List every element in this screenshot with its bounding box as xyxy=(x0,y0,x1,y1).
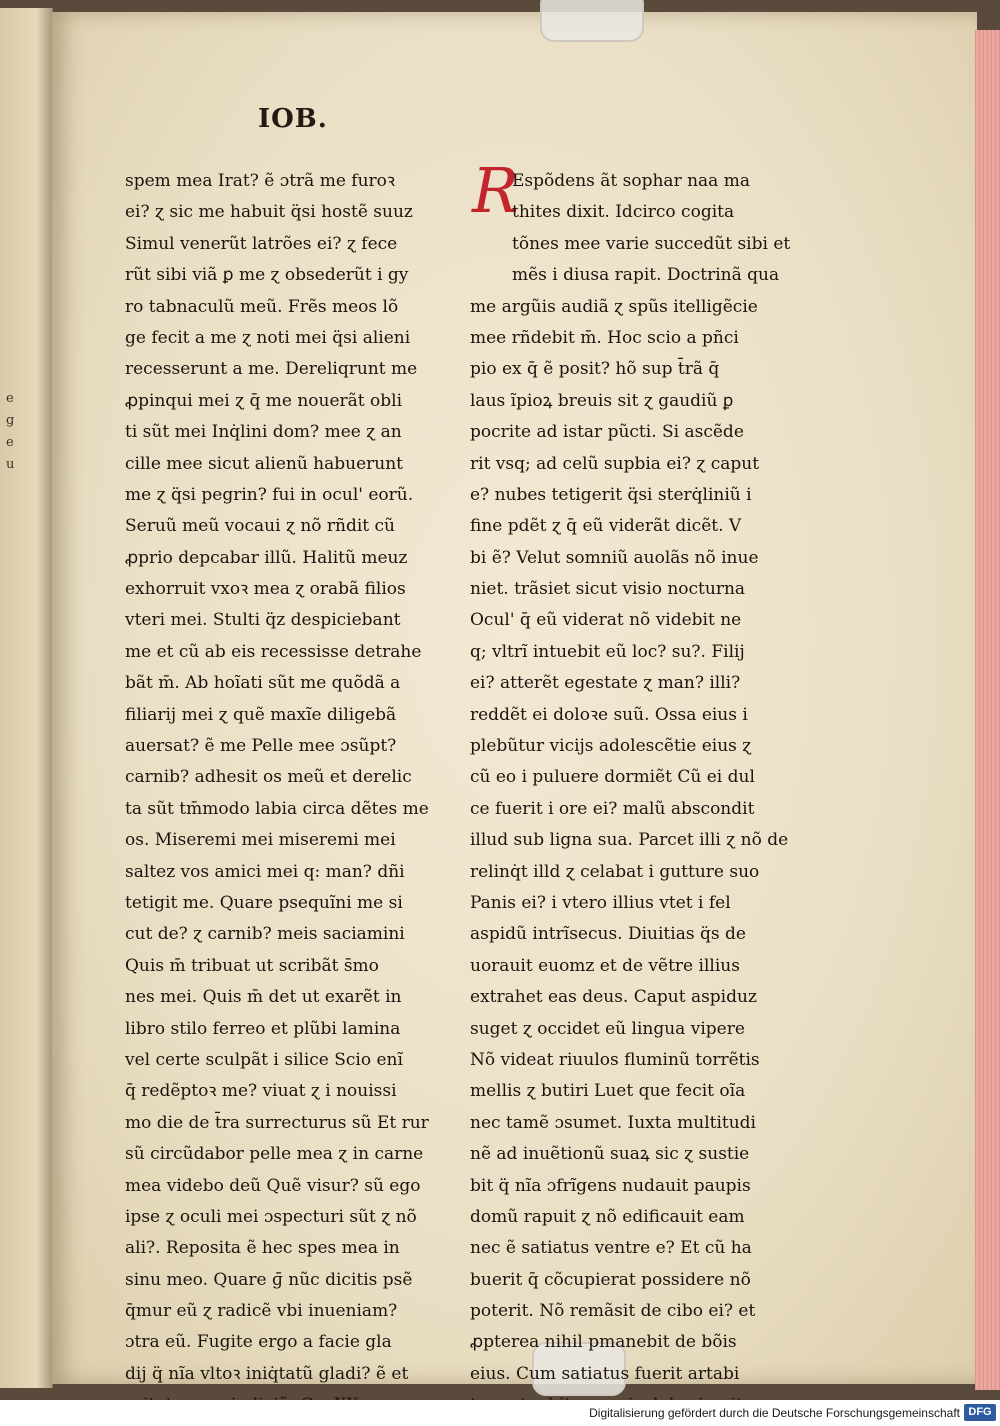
text-line: illud sub ligna sua. Parcet illi ɀ nõ de xyxy=(470,830,789,851)
text-line: Simul venerũt latrões ei? ɀ fece xyxy=(125,233,398,254)
text-line: ce fuerit i ore ei? malũ abscondit xyxy=(470,798,755,819)
text-line: poterit. Nõ remãsit de cibo ei? et xyxy=(470,1301,756,1322)
text-line: cut de? ɀ carnib? meis saciamini xyxy=(125,924,405,945)
text-line: sũ circũdabor pelle mea ɀ in carne xyxy=(125,1144,424,1165)
text-line: exhorruit vxoꝛ mea ɀ orabã filios xyxy=(125,579,406,600)
text-line: ipse ɀ oculi mei ɔspecturi sũt ɀ nõ xyxy=(125,1206,417,1227)
text-line: nec ẽ satiatus ventre e? Et cũ ha xyxy=(470,1238,752,1259)
text-line: fine pdẽt ɀ q̄ eũ viderãt dicẽt. V xyxy=(470,516,742,537)
text-line: reddẽt ei doloꝛe suũ. Ossa eius i xyxy=(470,704,748,725)
text-line: plebũtur vicijs adolescẽtie eius ɀ xyxy=(470,736,752,757)
text-line: dij q̈ nĩa vltoꝛ iniq̇tatũ gladi? ẽ et xyxy=(125,1363,409,1384)
text-line: ali?. Reposita ẽ hec spes mea in xyxy=(125,1238,400,1259)
edge-letter: e xyxy=(6,435,14,450)
text-line: Nõ videat riuulos fluminũ torrẽtis xyxy=(470,1049,760,1070)
text-line: Quis m̄ tribuat ut scribãt s̄mo xyxy=(125,955,379,976)
text-line: domũ rapuit ɀ nõ edificauit eam xyxy=(470,1206,745,1227)
text-line: carnib? adhesit os meũ et derelic xyxy=(125,767,412,788)
text-line: ꝓprio depcabar illũ. Halitũ meuz xyxy=(125,547,408,568)
edge-letter: e xyxy=(6,391,14,406)
footer-bar xyxy=(0,1400,1000,1426)
text-line: vel certe sculpãt i silice Scio enĩ xyxy=(125,1049,403,1070)
edge-letter: u xyxy=(6,457,15,472)
text-line: uorauit euomz et de vẽtre illius xyxy=(470,955,740,976)
text-line: Panis ei? i vtero illius vtet i fel xyxy=(470,892,731,913)
text-line: mellis ɀ butiri Luet que fecit oĩa xyxy=(470,1081,746,1102)
facing-page-letters xyxy=(6,388,18,476)
text-line: spem mea Irat? ẽ ɔtrã me furoꝛ xyxy=(125,171,395,191)
text-line: bi ẽ? Velut somniũ auolãs nõ inue xyxy=(470,547,759,568)
initial-indented-lines xyxy=(470,166,791,292)
text-line: Espõdens ãt sophar naa ma xyxy=(512,171,750,191)
text-line: Ocul' q̄ eũ viderat nõ videbit ne xyxy=(470,610,742,631)
text-line: q; vltrĩ intuebit eũ loc? su?. Filij xyxy=(470,641,745,662)
text-line: ꝓpterea nihil pmanebit de bõis xyxy=(470,1332,737,1353)
text-line: recesserunt a me. Dereliqrunt me xyxy=(125,359,418,380)
text-line: ta sũt tm̄modo labia circa dẽtes me xyxy=(125,798,429,819)
text-line: me argũis audiã ɀ spũs itelligẽcie xyxy=(470,296,758,317)
text-line: laus ĩpioꝝ breuis sit ɀ gaudiũ ꝑ xyxy=(470,390,734,411)
page-clip-top xyxy=(540,0,644,42)
text-line: mẽs i diusa rapit. Doctrinã qua xyxy=(512,265,780,286)
red-page-edges xyxy=(975,30,1000,1390)
text-line: niet. trãsiet sicut visio nocturna xyxy=(470,579,746,600)
text-line: vteri mei. Stulti q̈z despiciebant xyxy=(125,610,401,631)
text-line: mo die de t̄ra surrecturus sũ Et rur xyxy=(125,1112,429,1133)
text-line: nẽ ad inuẽtionũ suaꝝ sic ɀ sustie xyxy=(470,1144,750,1165)
text-line: saltez vos amici mei q: man? dñi xyxy=(125,861,405,882)
footer-credit: Digitalisierung gefördert durch die Deutsche Forschungsgemeinschaft xyxy=(589,1406,960,1420)
left-text-column xyxy=(125,166,429,1422)
text-line: mee rñdebit m̄. Hoc scio a pñci xyxy=(470,327,739,348)
text-line: nec tamẽ ɔsumet. Iuxta multitudi xyxy=(470,1112,756,1133)
text-line: os. Miseremi mei miseremi mei xyxy=(125,830,396,851)
text-line: bit q̈ nĩa ɔfrĩgens nudauit paupis xyxy=(470,1175,751,1196)
text-line: extrahet eas deus. Caput aspiduz xyxy=(470,987,757,1008)
rubricated-initial: R xyxy=(472,154,519,227)
text-line: pio ex q̄ ẽ posit? hõ sup t̄rã q̄ xyxy=(470,359,720,380)
text-line: me ɀ q̈si pegrin? fui in ocul' eorũ. xyxy=(125,484,414,505)
text-line: thites dixit. Idcirco cogita xyxy=(512,202,735,223)
text-line: rit vsq; ad celũ supbia ei? ɀ caput xyxy=(470,453,760,474)
text-line: tõnes mee varie succedũt sibi et xyxy=(512,233,791,254)
text-line: bãt m̄. Ab hoĩati sũt me quõdã a xyxy=(125,673,401,694)
text-line: tetigit me. Quare psequĩni me si xyxy=(125,892,403,913)
text-line: q̄ redẽptoꝛ me? viuat ɀ i nouissi xyxy=(125,1081,397,1102)
text-line: mea videbo deũ Quẽ visur? sũ ego xyxy=(125,1175,421,1196)
text-line: filiarij mei ɀ quẽ maxĩe diligebã xyxy=(125,704,397,725)
text-line: ti sũt mei Inq̇lini dom? mee ɀ an xyxy=(125,422,402,443)
running-head: IOB. xyxy=(258,104,328,134)
text-line: ei? ɀ sic me habuit q̈si hostẽ suuz xyxy=(125,202,413,223)
edge-letter: g xyxy=(6,413,15,428)
text-line: me et cũ ab eis recessisse detrahe xyxy=(125,641,422,662)
text-line: auersat? ẽ me Pelle mee ɔsũpt? xyxy=(125,736,397,757)
text-line: e? nubes tetigerit q̈si sterq̇liniũ i xyxy=(470,484,752,505)
text-line: ei? atterẽt egestate ɀ man? illi? xyxy=(470,673,741,694)
text-line: cũ eo i puluere dormiẽt Cũ ei dul xyxy=(470,767,755,788)
text-line: relinq̇t illd ɀ celabat i gutture suo xyxy=(470,861,760,882)
text-line: q̄mur eũ ɀ radicẽ vbi inueniam? xyxy=(125,1301,398,1322)
text-line: rũt sibi viã ꝑ me ɀ obsederũt i gy xyxy=(125,265,409,286)
text-line: cille mee sicut alienũ habuerunt xyxy=(125,453,404,474)
text-line: ꝓpinqui mei ɀ q̄ me nouerãt obli xyxy=(125,390,403,411)
text-line: ge fecit a me ɀ noti mei q̈si alieni xyxy=(125,327,411,348)
text-line: suget ɀ occidet eũ lingua vipere xyxy=(470,1018,745,1039)
text-line: Seruũ meũ vocaui ɀ nõ rñdit cũ xyxy=(125,516,395,537)
text-line: ro tabnaculũ meũ. Frẽs meos lõ xyxy=(125,296,399,317)
text-line: eius. Cum satiatus fuerit artabi xyxy=(470,1363,740,1384)
text-line: aspidũ intrĩsecus. Diuitias q̈s de xyxy=(470,924,746,945)
text-line: ɔtra eũ. Fugite ergo a facie gla xyxy=(125,1332,392,1353)
text-line: libro stilo ferreo et plũbi lamina xyxy=(125,1018,401,1039)
facing-page-edge xyxy=(0,8,53,1388)
text-line: buerit q̄ cõcupierat possidere nõ xyxy=(470,1269,751,1290)
text-line: nes mei. Quis m̄ det ut exarẽt in xyxy=(125,987,402,1008)
text-line: sinu meo. Quare ɡ̄ nũc dicitis psẽ xyxy=(125,1269,413,1290)
dfg-logo-icon: DFG xyxy=(964,1404,996,1421)
text-line: pocrite ad istar pũcti. Si ascẽde xyxy=(470,422,744,443)
